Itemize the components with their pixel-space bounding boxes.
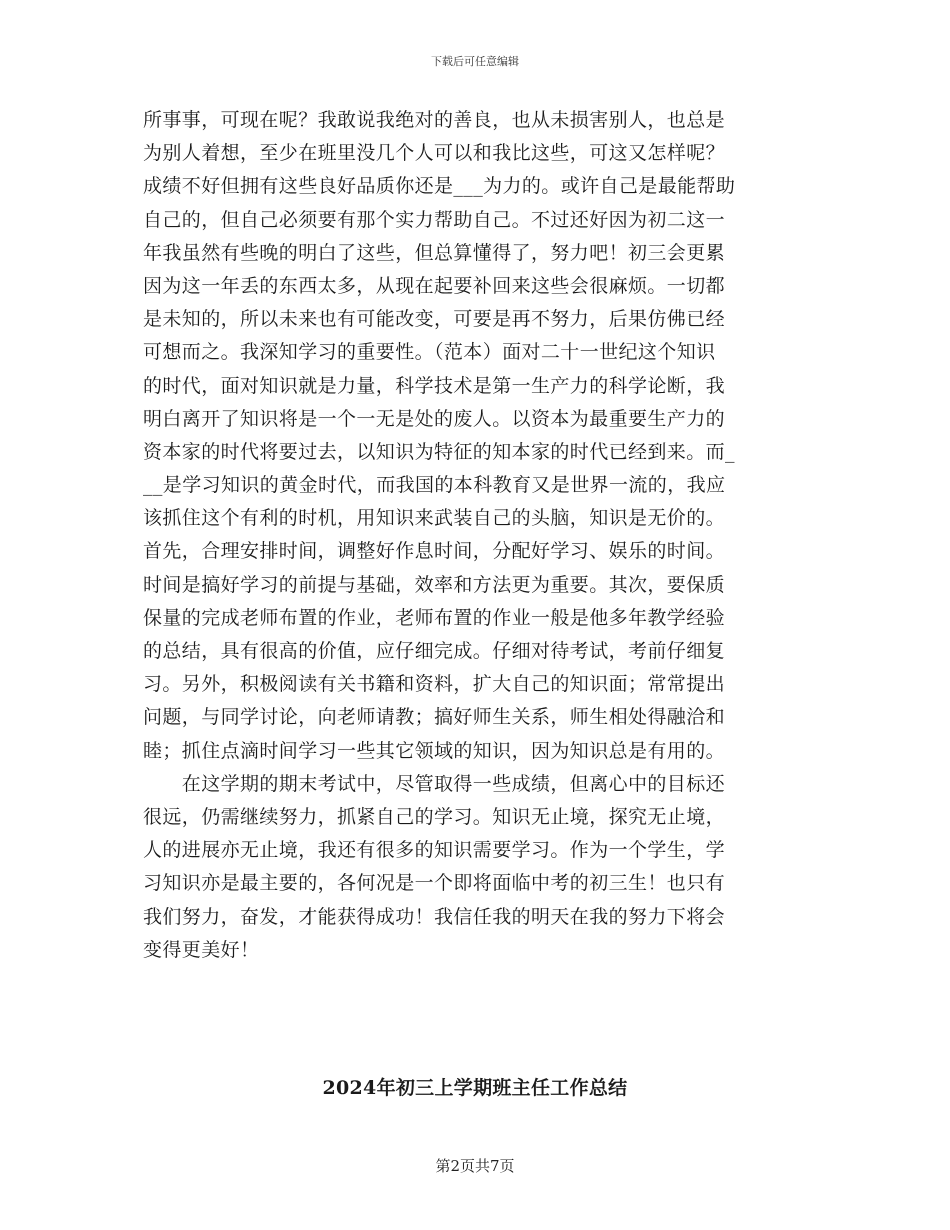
text-line: 变得更美好！ [143, 938, 260, 961]
text-line: 时间是搞好学习的前提与基础，效率和方法更为重要。其次，要保质 [143, 573, 726, 596]
text-line: 为别人着想，至少在班里没几个人可以和我比这些，可这又怎样呢？ [143, 142, 726, 165]
page-number-footer: 第2页共7页 [435, 1157, 515, 1175]
text-line: 成绩不好但拥有这些良好品质你还是___为力的。或许自己是最能帮助 [143, 175, 736, 198]
text-line: 的时代，面对知识就是力量，科学技术是第一生产力的科学论断，我 [143, 374, 726, 397]
text-line: __是学习知识的黄金时代，而我国的本科教育又是世界一流的，我应 [143, 474, 726, 497]
text-line: 因为这一年丢的东西太多，从现在起要补回来这些会很麻烦。一切都 [143, 274, 726, 297]
text-line: 的总结，具有很高的价值，应仔细完成。仔细对待考试，考前仔细复 [143, 640, 726, 662]
text-line: 很远，仍需继续努力，抓紧自己的学习。知识无止境，探究无止境， [143, 805, 726, 828]
text-line: 人的进展亦无止境，我还有很多的知识需要学习。作为一个学生，学 [143, 839, 726, 862]
text-line: 保量的完成老师布置的作业，老师布置的作业一般是他多年教学经验 [143, 606, 726, 629]
text-line: 是未知的，所以未来也有可能改变，可要是再不努力，后果仿佛已经 [143, 308, 726, 331]
text-line: 所事事，可现在呢？我敢说我绝对的善良，也从未损害别人，也总是 [143, 109, 726, 131]
text-line: 睦；抓住点滴时间学习一些其它领域的知识，因为知识总是有用的。 [143, 739, 726, 762]
text-line: 问题，与同学讨论，向老师请教；搞好师生关系，师生相处得融洽和 [143, 706, 726, 729]
text-line: 可想而之。我深知学习的重要性。（范本）面对二十一世纪这个知识 [143, 341, 716, 364]
text-line: 习。另外，积极阅读有关书籍和资料，扩大自己的知识面；常常提出 [143, 673, 726, 696]
text-line: 明白离开了知识将是一个一无是处的废人。以资本为最重要生产力的 [143, 407, 726, 430]
text-line: 该抓住这个有利的时机，用知识来武装自己的头脑，知识是无价的。 [143, 507, 726, 530]
section-title: 2024年初三上学期班主任工作总结 [322, 1077, 628, 1099]
text-line: 我们努力，奋发，才能获得成功！我信任我的明天在我的努力下将会 [143, 905, 726, 928]
text-line: 资本家的时代将要过去，以知识为特征的知本家的时代已经到来。而_ [143, 440, 735, 463]
document-body [143, 104, 813, 967]
paragraph-start-line: 在这学期的期末考试中，尽管取得一些成绩，但离心中的目标还 [143, 772, 726, 795]
text-line: 年我虽然有些晚的明白了这些，但总算懂得了，努力吧！初三会更累 [143, 241, 726, 264]
text-line: 习知识亦是最主要的，各何况是一个即将面临中考的初三生！也只有 [143, 872, 726, 895]
text-line: 首先，合理安排时间，调整好作息时间，分配好学习、娱乐的时间。 [143, 540, 726, 563]
text-line: 自己的，但自己必须要有那个实力帮助自己。不过还好因为初二这一 [143, 208, 726, 231]
page-header-note: 下载后可任意编辑 [431, 55, 519, 68]
